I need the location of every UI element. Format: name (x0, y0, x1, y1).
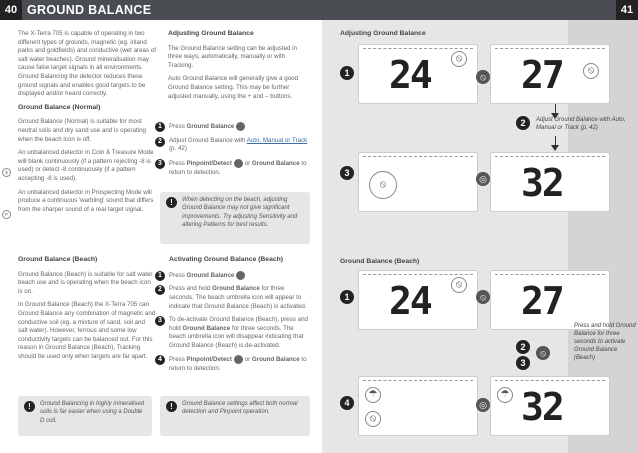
act-step-1-number: 1 (155, 271, 165, 281)
lcd-display-4: 32 (490, 152, 610, 212)
adjusting-text-1: The Ground Balance setting can be adjusted in three ways; automatically, manually or with Tracking. (168, 44, 297, 69)
beach-umbrella-icon: ☂ (365, 387, 381, 403)
adjusting-text-2: Auto Ground Balance will generally give a good Ground Balance setting. This may be further adjusted manually, using the + and – buttons. (168, 75, 299, 100)
coin-mode-icon: $ (2, 168, 11, 177)
figure-step-beach-3: 3 (516, 356, 530, 370)
step-3: 3 Press Pinpoint/Detect or Ground Balance to return to detection. (155, 159, 310, 177)
adjusting-heading: Adjusting Ground Balance (168, 30, 254, 37)
lcd-display-7 (358, 376, 478, 436)
page-title: GROUND BALANCE (27, 3, 152, 17)
ground-balance-icon: ⦸ (365, 411, 381, 427)
note-adjust: Adjust Ground Balance with Auto, Manual or Track (p. 42) (536, 117, 626, 131)
note-beach: Press and hold Ground Balance for three seconds to activate Ground Balance (Beach) (574, 323, 636, 361)
warning-beach-text: When detecting on the beach, adjusting Ground Balance may not give significant improvements. Try adjusting Sensitivity and altering Patterns for best results. (182, 197, 298, 229)
page-number-left: 40 (0, 0, 22, 20)
step-2-number: 2 (155, 137, 165, 147)
ground-balance-icon: ⦸ (583, 63, 599, 79)
adjust-steps (155, 122, 310, 182)
ground-balance-button-icon: ⦸ (476, 70, 490, 84)
activating-steps (155, 256, 310, 379)
act-step-4: 4 Press Pinpoint/Detect or Ground Balance to return to detection. (155, 355, 310, 373)
act-step-3-number: 3 (155, 316, 165, 326)
pinpoint-button-icon (234, 159, 243, 168)
lcd-display-3 (358, 152, 478, 212)
ground-balance-button-icon (236, 122, 245, 131)
figure-step-1: 1 (340, 66, 354, 80)
activating-heading: Activating Ground Balance (Beach) (169, 256, 284, 263)
intro-text: The X-Terra 705 is capable of operating in two different types of grounds, magnetic (eg. inland parks and goldfields) and conductive (wet areas of salt water beaches). Ground mineralisation may cause false target signals in all environments. Ground Balancing the detector reduces these ground signals and enables good targets to be displayed and/or heard correctly. (18, 30, 156, 98)
warning-coil-text: Ground Balancing in highly mineralised soils is far easier when using a Double D coil. (40, 401, 145, 424)
act-step-4-number: 4 (155, 355, 165, 365)
ground-balance-button-icon (236, 271, 245, 280)
step-1: 1 Press Ground Balance (155, 122, 310, 132)
figure-step-beach-2: 2 (516, 340, 530, 354)
right-adjusting-heading: Adjusting Ground Balance (340, 30, 426, 37)
pinpoint-button-icon: ◎ (476, 172, 490, 186)
prospecting-mode-icon: P (2, 210, 11, 219)
lcd-display-6: 27 (490, 270, 610, 330)
page-number-right: 41 (616, 0, 638, 20)
normal-text: Ground Balance (Normal) is suitable for most neutral soils and dry sand use and is operating when the beach icon is off. (18, 118, 146, 143)
figure-step-3: 3 (340, 166, 354, 180)
ground-balance-icon: ⦸ (369, 171, 397, 199)
column-middle (168, 30, 308, 106)
step-1-number: 1 (155, 122, 165, 132)
figure-step-2: 2 (516, 116, 530, 130)
column-left-beach (18, 256, 156, 367)
act-step-2-number: 2 (155, 285, 165, 295)
column-left (18, 30, 156, 219)
pinpoint-button-icon: ◎ (476, 398, 490, 412)
coin-mode-text: An unbalanced detector in Coin & Treasure Mode will blank continuously (if a pattern rejecting -8 is used) or detect -8 continuously (if a pattern accepting -8 is used). (18, 149, 154, 182)
ground-balance-icon: ⦸ (451, 277, 467, 293)
figure-step-beach-4: 4 (340, 396, 354, 410)
arrow-down-icon (551, 145, 559, 151)
warning-settings-text: Ground Balance settings affect both normal detection and Pinpoint operation. (182, 401, 298, 416)
ground-balance-icon: ⦸ (451, 51, 467, 67)
exclamation-icon: ! (166, 401, 177, 412)
lcd-display-1: 24 ⦸ (358, 44, 478, 104)
auto-manual-track-link[interactable]: Auto, Manual or Track (246, 136, 308, 144)
beach-text-2: In Ground Balance (Beach) the X-Terra 705 can Ground Balance any combination of magnetic and conductive soil (eg. a mixture of sand, soil and salt water). However, ferrous and some low conductivity targets can be balanced out. For this reason in Ground Balance (Beach), Tracking should be used only when targets are far apart. (18, 301, 156, 360)
exclamation-icon: ! (24, 401, 35, 412)
act-step-1: 1 Press Ground Balance (155, 271, 310, 281)
normal-heading: Ground Balance (Normal) (18, 103, 101, 111)
right-adjusting (340, 30, 426, 45)
prosp-mode-text: An unbalanced detector in Prospecting Mode will produce a continuous 'warbling' sound that differs from the sharper sound of a real target signal. (18, 188, 154, 213)
ground-balance-button-icon: ⦸ (536, 346, 550, 360)
warning-box-beach (160, 192, 310, 244)
pinpoint-button-icon (234, 355, 243, 364)
beach-umbrella-icon: ☂ (497, 387, 513, 403)
figure-step-beach-1: 1 (340, 290, 354, 304)
step-2: 2 Adjust Ground Balance with Auto, Manual or Track (p. 42) (155, 137, 310, 154)
exclamation-icon: ! (166, 197, 177, 208)
act-step-3: 3 To de-activate Ground Balance (Beach), press and hold Ground Balance for three seconds. The beach umbrella icon will disappear indicating that Ground Balance (Beach) is de-activated. (155, 316, 310, 350)
warning-box-coil (18, 396, 152, 436)
right-beach-heading: Ground Balance (Beach) (340, 258, 420, 265)
beach-heading: Ground Balance (Beach) (18, 256, 98, 263)
ground-balance-button-icon: ⦸ (476, 290, 490, 304)
warning-box-settings (160, 396, 310, 436)
lcd-display-5: 24 ⦸ (358, 270, 478, 330)
step-3-number: 3 (155, 159, 165, 169)
act-step-2: 2 Press and hold Ground Balance for three seconds. The beach umbrella icon will appear to indicate that Ground Balance (Beach) is activated. (155, 285, 310, 311)
beach-text-1: Ground Balance (Beach) is suitable for salt water beach use and is operating when the beach icon is on. (18, 270, 153, 295)
lcd-display-2: 27 ⦸ (490, 44, 610, 104)
lcd-display-8: ☂ 32 (490, 376, 610, 436)
